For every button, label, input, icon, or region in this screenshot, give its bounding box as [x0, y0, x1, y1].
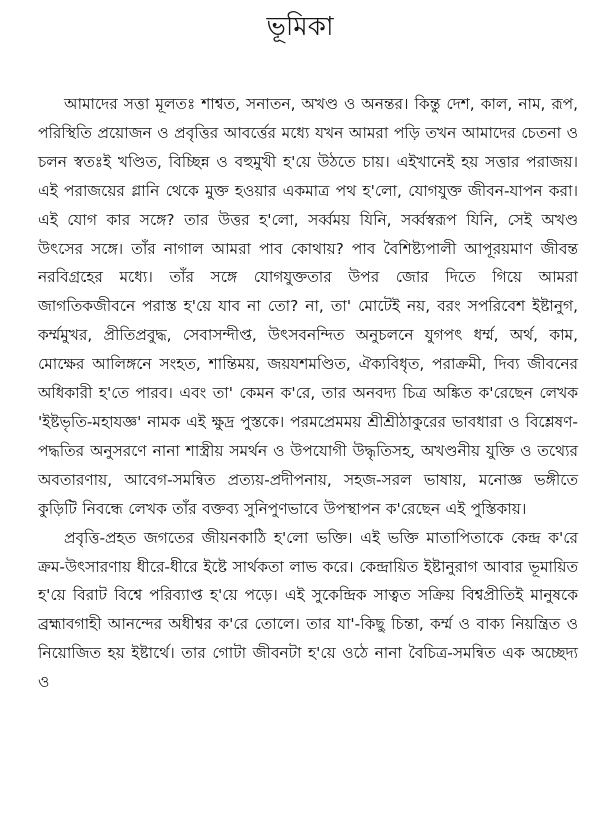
- body-text: [38, 90, 578, 697]
- paragraph-1: আমাদের সত্তা মূলতঃ শাশ্বত, সনাতন, অখণ্ড ও অনন্তর। কিন্তু দেশ, কাল, নাম, রূপ, পরিস্থিতি প্রয়োজন ও প্রবৃত্তির আবর্ত্তের মধ্যে যখন আমরা পড়ি তখন আমাদের চেতনা ও চলন স্বতঃই খণ্ডিত, বিচ্ছিন্ন ও বহুমুখী হ'য়ে উঠতে চায়। এইখানেই হয় সত্তার পরাজয়। এই পরাজয়ের গ্লানি থেকে মুক্ত হওয়ার একমাত্র পথ হ'লো, যোগযুক্ত জীবন-যাপন করা। এই যোগ কার সঙ্গে? তার উত্তর হ'লো, সর্ব্বময় যিনি, সর্ব্বস্বরূপ যিনি, সেই অখণ্ড উৎসের সঙ্গে। তাঁর নাগাল আমরা পাব কোথায়? পাব বৈশিষ্ট্যপালী আপূরয়মাণ জীবন্ত নরবিগ্রহের মধ্যে। তাঁর সঙ্গে যোগযুক্ততার উপর জোর দিতে গিয়ে আমরা জাগতিকজীবনে পরাস্ত হ'য়ে যাব না তো? না, তা' মোটেই নয়, বরং সপরিবেশ ইষ্টানুগ, কর্ম্মমুখর, প্রীতিপ্রবুদ্ধ, সেবাসন্দীপ্ত, উৎসবনন্দিত অনুচলনে যুগপৎ ধর্ম্ম, অর্থ, কাম, মোক্ষের আলিঙ্গনে সংহত, শান্তিময়, জয়যশমণ্ডিত, ঐক্যবিধৃত, পরাক্রমী, দিব্য জীবনের অধিকারী হ'তে পারব। এবং তা' কেমন ক'রে, তার অনবদ্য চিত্র অঙ্কিত ক'রেছেন লেখক 'ইষ্টভৃতি-মহাযজ্ঞ' নামক এই ক্ষুদ্র পুস্তকে। পরমপ্রেমময় শ্রীশ্রীঠাকুরের ভাবধারা ও বিশ্লেষণ-পদ্ধতির অনুসরণে নানা শাস্ত্রীয় সমর্থন ও উপযোগী উদ্ধৃতিসহ, অখণ্ডনীয় যুক্তি ও তথ্যের অবতারণায়, আবেগ-সমন্বিত প্রত্যয়-প্রদীপনায়, সহজ-সরল ভাষায়, মনোজ্ঞ ভঙ্গীতে কুড়িটি নিবন্ধে লেখক তাঁর বক্তব্য সুনিপুণভাবে উপস্থাপন ক'রেছেন এই পুস্তিকায়।: [38, 95, 578, 518]
- paragraph-2: প্রবৃত্তি-প্রহত জগতের জীয়নকাঠি হ'লো ভক্তি। এই ভক্তি মাতাপিতাকে কেন্দ্র ক'রে ক্রম-উৎসারণায় ধীরে-ধীরে ইষ্টে সার্থকতা লাভ করে। কেন্দ্রায়িত ইষ্টানুরাগ আবার ভূমায়িত হ'য়ে বিরাট বিশ্বে পরিব্যাপ্ত হ'য়ে পড়ে। এই সুকেন্দ্রিক সাত্বত সক্রিয় বিশ্বপ্রীতিই মানুষকে ব্রহ্মাবগাহী আনন্দের অধীশ্বর ক'রে তোলে। তার যা'-কিছু চিন্তা, কর্ম্ম ও বাক্য নিয়ন্ত্রিত ও নিয়োজিত হয় ইষ্টার্থে। তার গোটা জীবনটা হ'য়ে ওঠে নানা বৈচিত্র-সমন্বিত এক অচ্ছেদ্য ও: [38, 528, 578, 692]
- page-title: ভূমিকা: [266, 12, 334, 42]
